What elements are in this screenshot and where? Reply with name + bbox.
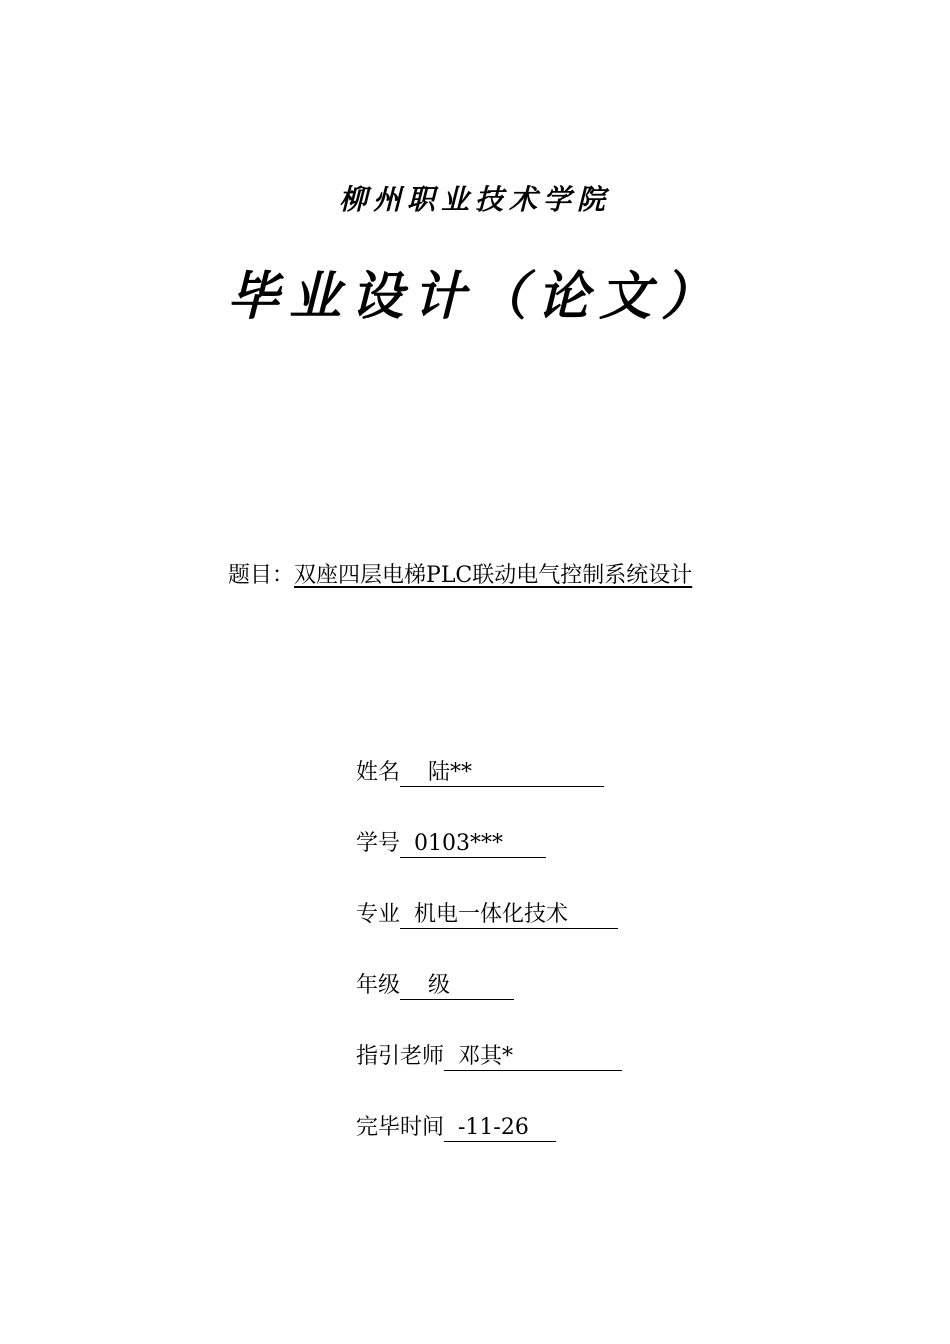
field-grade: [328, 943, 514, 1025]
field-advisor-value: 邓其*: [444, 1044, 622, 1071]
field-grade-value: 级: [400, 973, 514, 1000]
field-completion-date: [328, 1085, 556, 1167]
field-grade-label: 年级: [355, 973, 400, 998]
field-student-id-label: 学号: [355, 831, 400, 856]
field-advisor-label: 指引老师: [355, 1044, 444, 1069]
field-student-id: [328, 801, 546, 883]
field-major-label: 专业: [355, 902, 400, 927]
document-type-title: 毕业设计（论文）: [226, 266, 723, 327]
institution-name: 柳州职业技术学院: [338, 183, 611, 216]
field-major-value: 机电一体化技术: [400, 902, 618, 929]
field-completion-date-label: 完毕时间: [355, 1115, 444, 1140]
field-student-id-value: 0103***: [400, 831, 546, 858]
field-name-label: 姓名: [355, 760, 400, 785]
topic-value: 双座四层电梯PLC联动电气控制系统设计: [294, 563, 693, 588]
field-advisor: [328, 1014, 622, 1096]
field-major: [328, 872, 618, 954]
field-completion-date-value: -11-26: [444, 1115, 556, 1142]
topic-label: 题目：: [228, 563, 295, 588]
field-name: [328, 730, 604, 812]
topic-row: [228, 558, 692, 589]
field-name-value: 陆**: [400, 760, 604, 787]
